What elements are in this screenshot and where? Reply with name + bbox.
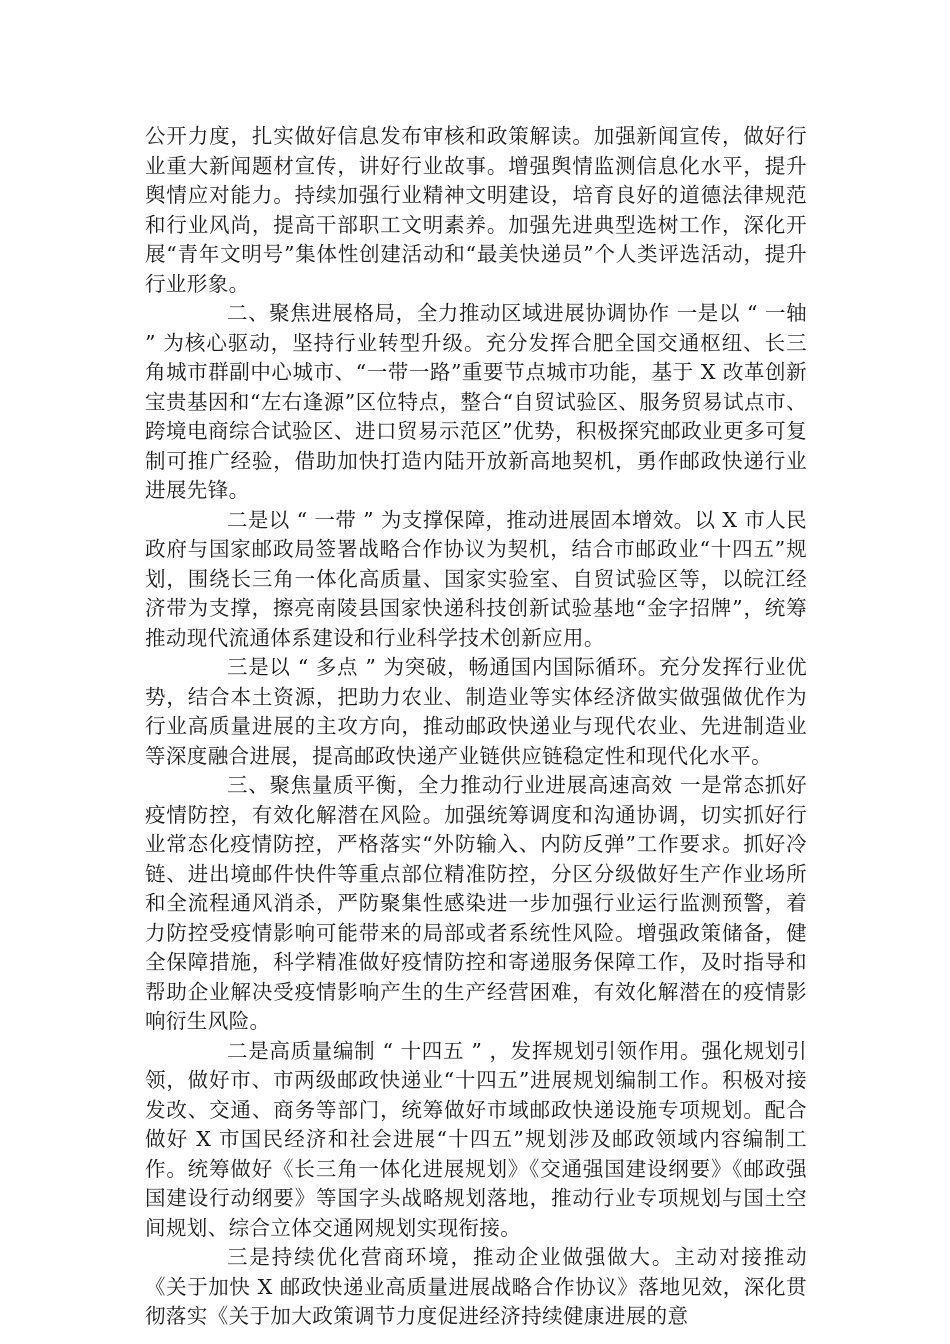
paragraph-7: 三是持续优化营商环境，推动企业做强做大。主动对接推动《关于加快 X 邮政快递业高质量进展战略合作协议》落地见效，深化贯彻落实《关于加大政策调节力度促进经济持续健康进展的意 xyxy=(145,1245,807,1328)
document-page xyxy=(145,122,807,1332)
paragraph-5: 三、聚焦量质平衡，全力推动行业进展高速高效 一是常态抓好疫情防控，有效化解潜在风险。加强统筹调度和沟通协调，切实抓好行业常态化疫情防控，严格落实“外防输入、内防反弹”工作要求。抓好冷链、进出境邮件快件等重点部位精准防控，分区分级做好生产作业场所和全流程通风消杀，严防聚集性感染进一步加强行业运行监测预警，着力防控受疫情影响可能带来的局部或者系统性风险。增强政策储备，健全保障措施，科学精准做好疫情防控和寄递服务保障工作，及时指导和帮助企业解决受疫情影响产生的生产经营困难，有效化解潜在的疫情影响衍生风险。 xyxy=(145,773,807,1033)
paragraph-3: 二是以 “ 一带 ” 为支撑保障，推动进展固本增效。以 X 市人民政府与国家邮政局签署战略合作协议为契机，结合市邮政业“十四五”规划，围绕长三角一体化高质量、国家实验室、自贸试验区等，以皖江经济带为支撑，擦亮南陵县国家快递科技创新试验基地“金字招牌”，统筹推动现代流通体系建设和行业科学技术创新应用。 xyxy=(145,507,807,650)
paragraph-2: 二、聚焦进展格局，全力推动区域进展协调协作 一是以 “ 一轴 ” 为核心驱动，坚持行业转型升级。充分发挥合肥全国交通枢纽、长三角城市群副中心城市、“一带一路”重要节点城市功能，基于 X 改革创新宝贵基因和“左右逢源”区位特点，整合“自贸试验区、服务贸易试点市、跨境电商综合试验区、进口贸易示范区”优势，积极探究邮政业更多可复制可推广经验，借助加快打造内陆开放新高地契机，勇作邮政快递行业进展先锋。 xyxy=(145,301,807,502)
paragraph-1: 公开力度，扎实做好信息发布审核和政策解读。加强新闻宣传，做好行业重大新闻题材宣传，讲好行业故事。增强舆情监测信息化水平，提升舆情应对能力。持续加强行业精神文明建设，培育良好的道德法律规范和行业风尚，提高干部职工文明素养。加强先进典型选树工作，深化开展“青年文明号”集体性创建活动和“最美快递员”个人类评选活动，提升行业形象。 xyxy=(145,124,807,296)
paragraph-6: 二是高质量编制 “ 十四五 ” ，发挥规划引领作用。强化规划引领，做好市、市两级邮政快递业“十四五”进展规划编制工作。积极对接发改、交通、商务等部门，统筹做好市域邮政快递设施专项规划。配合做好 X 市国民经济和社会进展“十四五”规划涉及邮政领域内容编制工作。统筹做好《长三角一体化进展规划》《交通强国建设纲要》《邮政强国建设行动纲要》等国字头战略规划落地，推动行业专项规划与国土空间规划、综合立体交通网规划实现衔接。 xyxy=(145,1038,807,1240)
paragraph-4: 三是以 “ 多点 ” 为突破，畅通国内国际循环。充分发挥行业优势，结合本土资源，把助力农业、制造业等实体经济做实做强做优作为行业高质量进展的主攻方向，推动邮政快递业与现代农业、先进制造业等深度融合进展，提高邮政快递产业链供应链稳定性和现代化水平。 xyxy=(145,655,807,768)
